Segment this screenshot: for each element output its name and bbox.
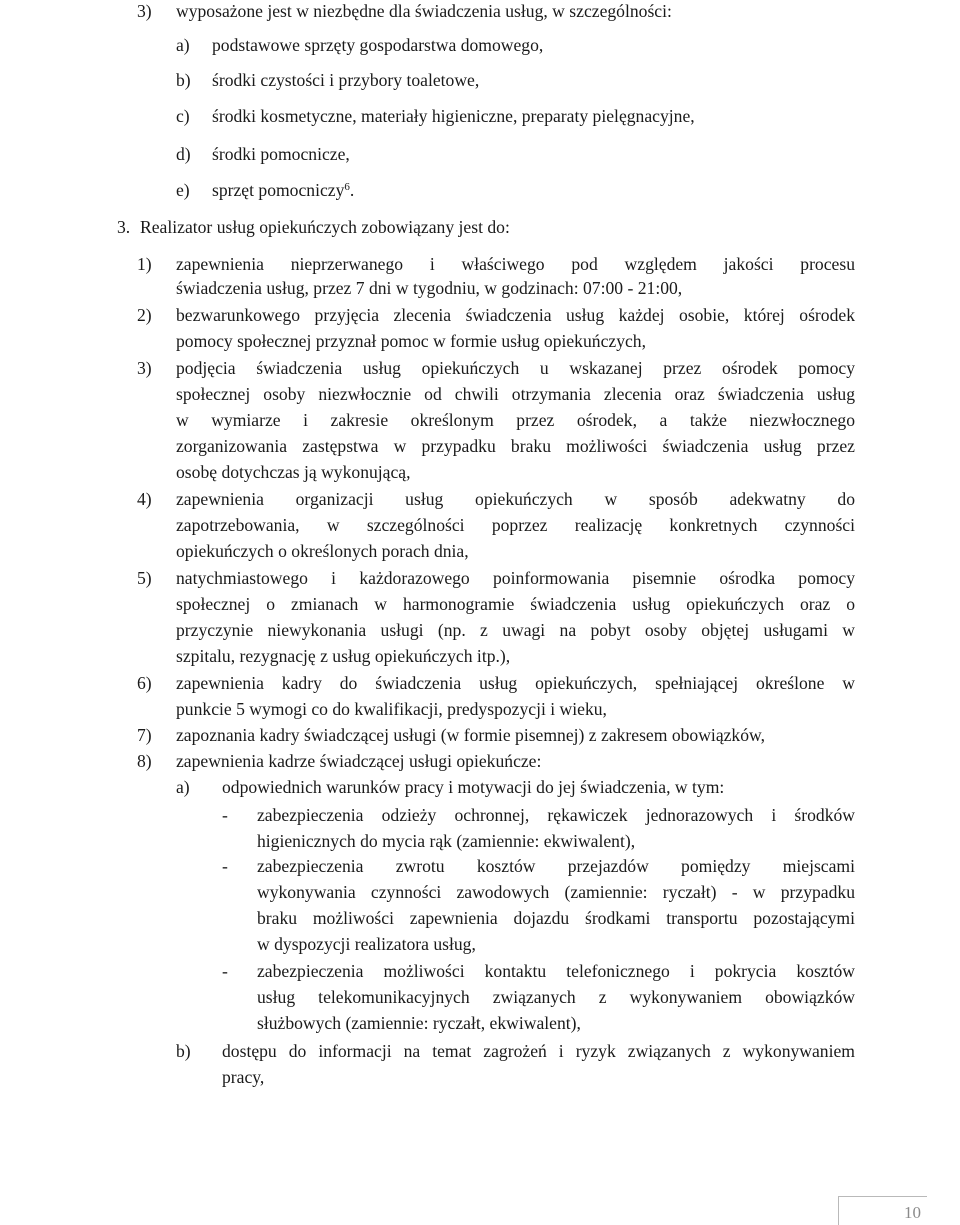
list-item-line: społecznej osoby niezwłocznie od chwili otrzymania zlecenia oraz świadczenia usług <box>176 384 855 404</box>
dash-bullet: - <box>222 856 228 876</box>
list-number: 3) <box>137 358 152 378</box>
list-number: 1) <box>137 254 152 274</box>
list-item-line: szpitalu, rezygnację z usług opiekuńczych itp.), <box>176 646 511 666</box>
list-number: 5) <box>137 568 152 588</box>
dash-bullet: - <box>222 961 228 981</box>
list-item-line: zapewnienia nieprzerwanego i właściwego pod względem jakości procesu <box>176 254 855 274</box>
list-item-line: opiekuńczych o określonych porach dnia, <box>176 541 469 561</box>
dash-item-line: w dyspozycji realizatora usług, <box>257 934 476 954</box>
list-number: 4) <box>137 489 152 509</box>
footnote-marker: 6 <box>344 181 350 193</box>
section-number: 3. <box>117 217 131 237</box>
list-item-text: wyposażone jest w niezbędne dla świadczenia usług, w szczególności: <box>176 1 672 21</box>
list-number: 3) <box>137 1 152 21</box>
sub-item-label: b) <box>176 1041 191 1061</box>
list-item-line: zapewnienia kadrze świadczącej usługi opiekuńcze: <box>176 751 542 771</box>
list-item-line: natychmiastowego i każdorazowego poinformowania pisemnie ośrodka pomocy <box>176 568 855 588</box>
list-item-line: w wymiarze i zakresie określonym przez ośrodek, a także niezwłocznego <box>176 410 855 430</box>
page-number-box <box>838 1196 927 1225</box>
sub-item-text: środki pomocnicze, <box>212 144 350 164</box>
list-item-line: przyczynie niewykonania usługi (np. z uwagi na pobyt osoby objętej usługami w <box>176 620 855 640</box>
sub-item-text: środki kosmetyczne, materiały higieniczne, preparaty pielęgnacyjne, <box>212 106 695 126</box>
list-number: 8) <box>137 751 152 771</box>
list-item-line: społecznej o zmianach w harmonogramie świadczenia usług opiekuńczych oraz o <box>176 594 855 614</box>
sub-item-label: a) <box>176 35 190 55</box>
sub-item-text: odpowiednich warunków pracy i motywacji do jej świadczenia, w tym: <box>222 777 725 797</box>
sub-item-line: pracy, <box>222 1067 265 1087</box>
list-item-line: zapewnienia kadry do świadczenia usług opiekuńczych, spełniającej określone w <box>176 673 855 693</box>
list-item-line: zapotrzebowania, w szczególności poprzez realizację konkretnych czynności <box>176 515 855 535</box>
sub-item-label: b) <box>176 70 191 90</box>
list-number: 7) <box>137 725 152 745</box>
dash-item-line: zabezpieczenia zwrotu kosztów przejazdów pomiędzy miejscami <box>257 856 855 876</box>
dash-item-line: służbowych (zamiennie: ryczałt, ekwiwalent), <box>257 1013 581 1033</box>
list-item-line: świadczenia usług, przez 7 dni w tygodniu, w godzinach: 07:00 - 21:00, <box>176 278 683 298</box>
dash-item-line: zabezpieczenia możliwości kontaktu telefonicznego i pokrycia kosztów <box>257 961 855 981</box>
dash-item-line: zabezpieczenia odzieży ochronnej, rękawiczek jednorazowych i środków <box>257 805 855 825</box>
list-number: 2) <box>137 305 152 325</box>
sub-item-text-end: . <box>349 180 355 200</box>
page-number: 10 <box>904 1203 921 1222</box>
list-item-line: bezwarunkowego przyjęcia zlecenia świadczenia usług każdej osobie, której ośrodek <box>176 305 855 325</box>
list-item-line: zorganizowania zastępstwa w przypadku braku możliwości świadczenia usług przez <box>176 436 855 456</box>
sub-item-line: dostępu do informacji na temat zagrożeń i ryzyk związanych z wykonywaniem <box>222 1041 855 1061</box>
sub-item-label: c) <box>176 106 190 126</box>
dash-item-line: higienicznych do mycia rąk (zamiennie: ekwiwalent), <box>257 831 636 851</box>
section-heading: Realizator usług opiekuńczych zobowiązany jest do: <box>140 217 510 237</box>
dash-item-line: usług telekomunikacyjnych związanych z wykonywaniem obowiązków <box>257 987 855 1007</box>
dash-item-line: braku możliwości zapewnienia dojazdu środkami transportu pozostającymi <box>257 908 855 928</box>
sub-item-text: podstawowe sprzęty gospodarstwa domowego, <box>212 35 544 55</box>
list-item-line: zapoznania kadry świadczącej usługi (w formie pisemnej) z zakresem obowiązków, <box>176 725 765 745</box>
list-item-line: pomocy społecznej przyznał pomoc w formie usług opiekuńczych, <box>176 331 646 351</box>
sub-item-label: e) <box>176 180 190 200</box>
sub-item-label: d) <box>176 144 191 164</box>
sub-item-text: środki czystości i przybory toaletowe, <box>212 70 480 90</box>
list-item-line: punkcie 5 wymogi co do kwalifikacji, predyspozycji i wieku, <box>176 699 607 719</box>
list-item-line: osobę dotychczas ją wykonującą, <box>176 462 411 482</box>
dash-bullet: - <box>222 805 228 825</box>
sub-item-label: a) <box>176 777 190 797</box>
sub-item-text <box>212 177 354 203</box>
sub-item-text-body: sprzęt pomocniczy <box>212 180 345 200</box>
list-item-line: podjęcia świadczenia usług opiekuńczych u wskazanej przez ośrodek pomocy <box>176 358 855 378</box>
list-number: 6) <box>137 673 152 693</box>
dash-item-line: wykonywania czynności zawodowych (zamiennie: ryczałt) - w przypadku <box>257 882 855 902</box>
list-item-line: zapewnienia organizacji usług opiekuńczych w sposób adekwatny do <box>176 489 855 509</box>
